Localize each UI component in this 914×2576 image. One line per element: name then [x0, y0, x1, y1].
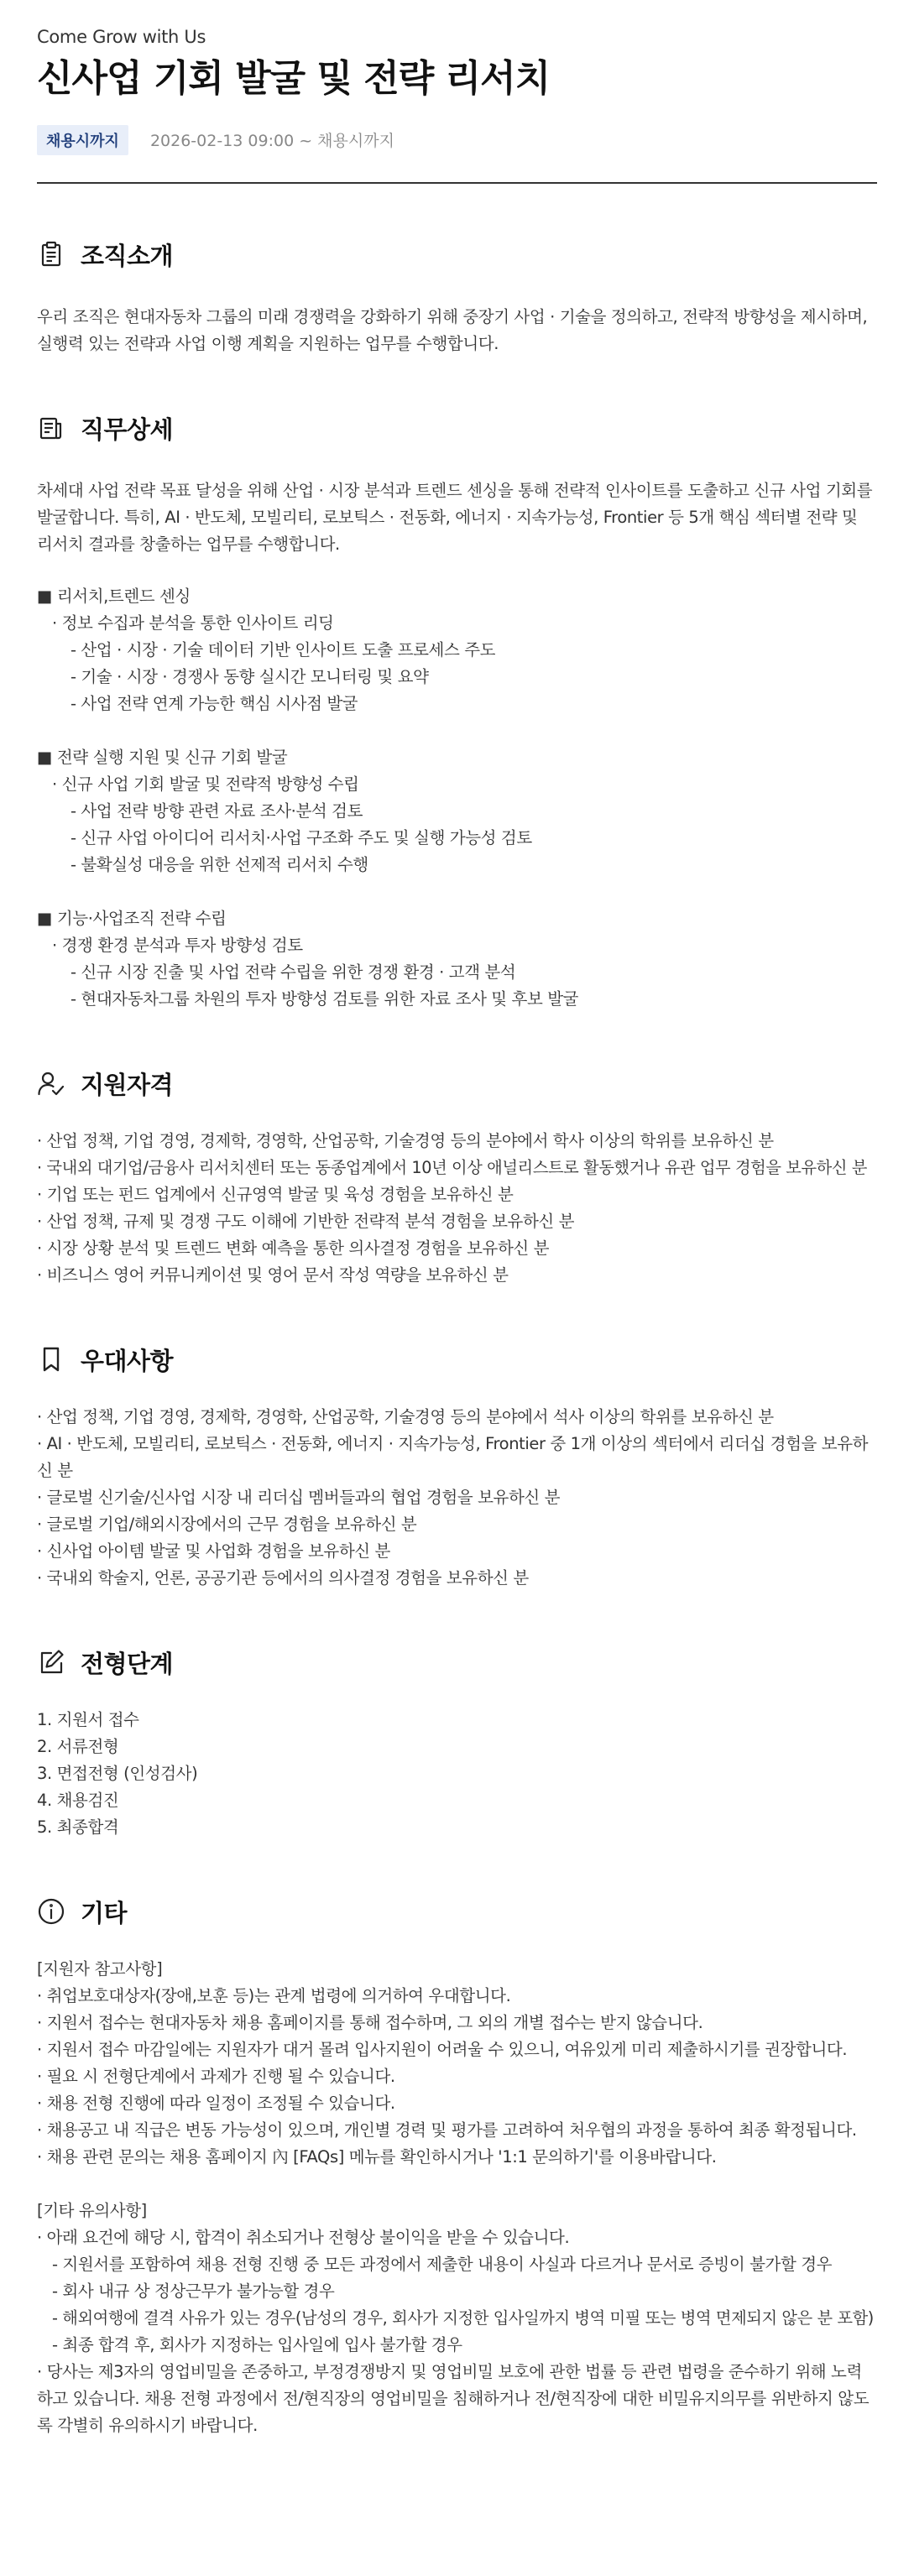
section-etc	[37, 1895, 877, 2439]
list-item: 4. 채용검진	[37, 1790, 119, 1810]
section-header	[37, 1645, 877, 1680]
list-item: · 시장 상황 분석 및 트렌드 변화 예측을 통한 의사결정 경험을 보유하신 분	[37, 1238, 550, 1258]
header-divider	[37, 182, 877, 184]
section-steps	[37, 1645, 877, 1841]
list-item: · 아래 요건에 해당 시, 합격이 취소되거나 전형상 불이익을 받을 수 있습니다.	[37, 2227, 570, 2247]
section-org	[37, 237, 877, 357]
group-heading: ■ 기능·사업조직 전략 수립	[37, 908, 227, 928]
bookmark-icon	[37, 1345, 65, 1374]
list-item: - 신규 사업 아이디어 리서치·사업 구조화 주도 및 실행 가능성 검토	[71, 827, 532, 847]
section-preferred	[37, 1343, 877, 1592]
list-item: - 사업 전략 방향 관련 자료 조사·분석 검토	[71, 800, 363, 821]
section-title: 지원자격	[81, 1070, 174, 1099]
section-header	[37, 1895, 877, 1929]
edit-icon	[37, 1648, 65, 1676]
section-header	[37, 237, 877, 272]
group-heading: ■ 리서치,트렌드 센싱	[37, 586, 191, 606]
list-item: · 지원서 접수 마감일에는 지원자가 대거 몰려 입사지원이 어려울 수 있으니, 여유있게 미리 제출하시기를 권장합니다.	[37, 2039, 848, 2059]
group-subheading: · 신규 사업 기회 발굴 및 전략적 방향성 수립	[52, 774, 359, 794]
info-icon	[37, 1897, 65, 1926]
status-badge: 채용시까지	[37, 125, 128, 155]
list-item: · 비즈니스 영어 커뮤니케이션 및 영어 문서 작성 역량을 보유하신 분	[37, 1265, 509, 1285]
preferred-list	[37, 1404, 877, 1592]
list-item: 3. 면접전형 (인성검사)	[37, 1763, 198, 1783]
caution-notes	[37, 2198, 877, 2439]
list-item: - 기술 · 시장 · 경쟁사 동향 실시간 모니터링 및 요약	[71, 666, 429, 686]
job-group	[37, 905, 877, 1013]
section-title: 직무상세	[81, 415, 174, 444]
org-description: 우리 조직은 현대자동차 그룹의 미래 경쟁력을 강화하기 위해 중장기 사업 · 기술을 정의하고, 전략적 방향성을 제시하며, 실행력 있는 전략과 사업 이행 계획을 지원하는 업무를 수행합니다.	[37, 306, 868, 353]
section-title: 전형단계	[81, 1649, 174, 1678]
list-item: · 글로벌 신기술/신사업 시장 내 리더십 멤버들과의 협업 경험을 보유하신 분	[37, 1487, 561, 1507]
section-title: 기타	[81, 1898, 128, 1927]
list-item: · AI · 반도체, 모빌리티, 로보틱스 · 전동화, 에너지 · 지속가능성, Frontier 중 1개 이상의 섹터에서 리더십 경험을 보유하신 분	[37, 1433, 869, 1480]
list-item: - 현대자동차그룹 차원의 투자 방향성 검토를 위한 자료 조사 및 후보 발굴	[71, 988, 579, 1009]
list-item: · 국내외 학술지, 언론, 공공기관 등에서의 의사결정 경험을 보유하신 분	[37, 1567, 529, 1588]
section-header	[37, 1343, 877, 1377]
applicant-notes	[37, 1956, 877, 2171]
list-item: · 채용 전형 진행에 따라 일정이 조정될 수 있습니다.	[37, 2093, 395, 2113]
job-group	[37, 583, 877, 717]
job-intro: 차세대 사업 전략 목표 달성을 위해 산업 · 시장 분석과 트렌드 센싱을 통해 전략적 인사이트를 도출하고 신규 사업 기회를 발굴합니다. 특히, AI · 반도체, 모빌리티, 로보틱스 · 전동화, 에너지 · 지속가능성, Frontier 등 5개 핵심 섹터별 전략 및 리서치 결과를 창출하는 업무를 수행합니다.	[37, 480, 873, 554]
section-title: 조직소개	[81, 241, 174, 270]
steps-list	[37, 1707, 877, 1841]
list-item: · 산업 정책, 규제 및 경쟁 구도 이해에 기반한 전략적 분석 경험을 보유하신 분	[37, 1211, 575, 1231]
list-item: 1. 지원서 접수	[37, 1709, 139, 1729]
section-job	[37, 411, 877, 1013]
notes-heading: [기타 유의사항]	[37, 2200, 147, 2220]
qualification-list	[37, 1128, 877, 1289]
page-title: 신사업 기회 발굴 및 전략 리서치	[37, 57, 551, 100]
list-item: · 기업 또는 펀드 업계에서 신규영역 발굴 및 육성 경험을 보유하신 분	[37, 1184, 514, 1204]
job-group	[37, 744, 877, 879]
clipboard-icon	[37, 240, 65, 269]
list-item: · 산업 정책, 기업 경영, 경제학, 경영학, 산업공학, 기술경영 등의 분야에서 석사 이상의 학위를 보유하신 분	[37, 1406, 774, 1426]
person-check-icon	[37, 1069, 65, 1098]
list-item: - 해외여행에 결격 사유가 있는 경우(남성의 경우, 회사가 지정한 입사일까지 병역 미필 또는 병역 면제되지 않은 분 포함)	[52, 2307, 874, 2328]
list-item: · 채용공고 내 직급은 변동 가능성이 있으며, 개인별 경력 및 평가를 고려하여 처우협의 과정을 통하여 최종 확정됩니다.	[37, 2120, 857, 2140]
list-item: · 신사업 아이템 발굴 및 사업화 경험을 보유하신 분	[37, 1541, 390, 1561]
list-item: - 신규 시장 진출 및 사업 전략 수립을 위한 경쟁 환경 · 고객 분석	[71, 962, 516, 982]
list-item: · 글로벌 기업/해외시장에서의 근무 경험을 보유하신 분	[37, 1514, 417, 1534]
list-item: - 최종 합격 후, 회사가 지정하는 입사일에 입사 불가할 경우	[52, 2334, 462, 2354]
list-item: 2. 서류전형	[37, 1736, 119, 1756]
group-subheading: · 경쟁 환경 분석과 투자 방향성 검토	[52, 935, 303, 955]
section-qualifications	[37, 1066, 877, 1289]
list-item: · 필요 시 전형단계에서 과제가 진행 될 수 있습니다.	[37, 2066, 395, 2086]
notes-heading: [지원자 참고사항]	[37, 1958, 163, 1979]
list-item: - 산업 · 시장 · 기술 데이터 기반 인사이트 도출 프로세스 주도	[71, 639, 496, 660]
document-icon	[37, 414, 65, 442]
list-item: - 지원서를 포함하여 채용 전형 진행 중 모든 과정에서 제출한 내용이 사실과 다르거나 문서로 증빙이 불가할 경우	[52, 2254, 833, 2274]
group-heading: ■ 전략 실행 지원 및 신규 기회 발굴	[37, 747, 288, 767]
section-header	[37, 1066, 877, 1101]
list-item: · 국내외 대기업/금융사 리서치센터 또는 동종업계에서 10년 이상 애널리스트로 활동했거나 유관 업무 경험을 보유하신 분	[37, 1157, 867, 1177]
list-item: - 회사 내규 상 정상근무가 불가능할 경우	[52, 2281, 335, 2301]
list-item: · 당사는 제3자의 영업비밀을 존중하고, 부정경쟁방지 및 영업비밀 보호에 관한 법률 등 관련 법령을 준수하기 위해 노력하고 있습니다. 채용 전형 과정에서 전/현직장의 영업비밀을 침해하거나 전/현직장에 대한 비밀유지의무를 위반하지 않도록 각별히 유의하시기 바랍니다.	[37, 2361, 870, 2435]
list-item: · 산업 정책, 기업 경영, 경제학, 경영학, 산업공학, 기술경영 등의 분야에서 학사 이상의 학위를 보유하신 분	[37, 1130, 774, 1150]
list-item: - 불확실성 대응을 위한 선제적 리서치 수행	[71, 854, 368, 874]
list-item: · 지원서 접수는 현대자동차 채용 홈페이지를 통해 접수하며, 그 외의 개별 접수는 받지 않습니다.	[37, 2012, 703, 2032]
posting-period: 2026-02-13 09:00 ~ 채용시까지	[149, 132, 394, 151]
list-item: 5. 최종합격	[37, 1817, 119, 1837]
section-header	[37, 411, 877, 446]
section-title: 우대사항	[81, 1346, 174, 1375]
meta-row	[37, 125, 877, 155]
group-subheading: · 정보 수집과 분석을 통한 인사이트 리딩	[52, 613, 334, 633]
list-item: · 채용 관련 문의는 채용 홈페이지 內 [FAQs] 메뉴를 확인하시거나 '1:1 문의하기'를 이용바랍니다.	[37, 2146, 717, 2167]
eyebrow-text: Come Grow with Us	[37, 27, 206, 47]
list-item: - 사업 전략 연계 가능한 핵심 시사점 발굴	[71, 693, 358, 713]
list-item: · 취업보호대상자(장애,보훈 등)는 관계 법령에 의거하여 우대합니다.	[37, 1985, 511, 2005]
